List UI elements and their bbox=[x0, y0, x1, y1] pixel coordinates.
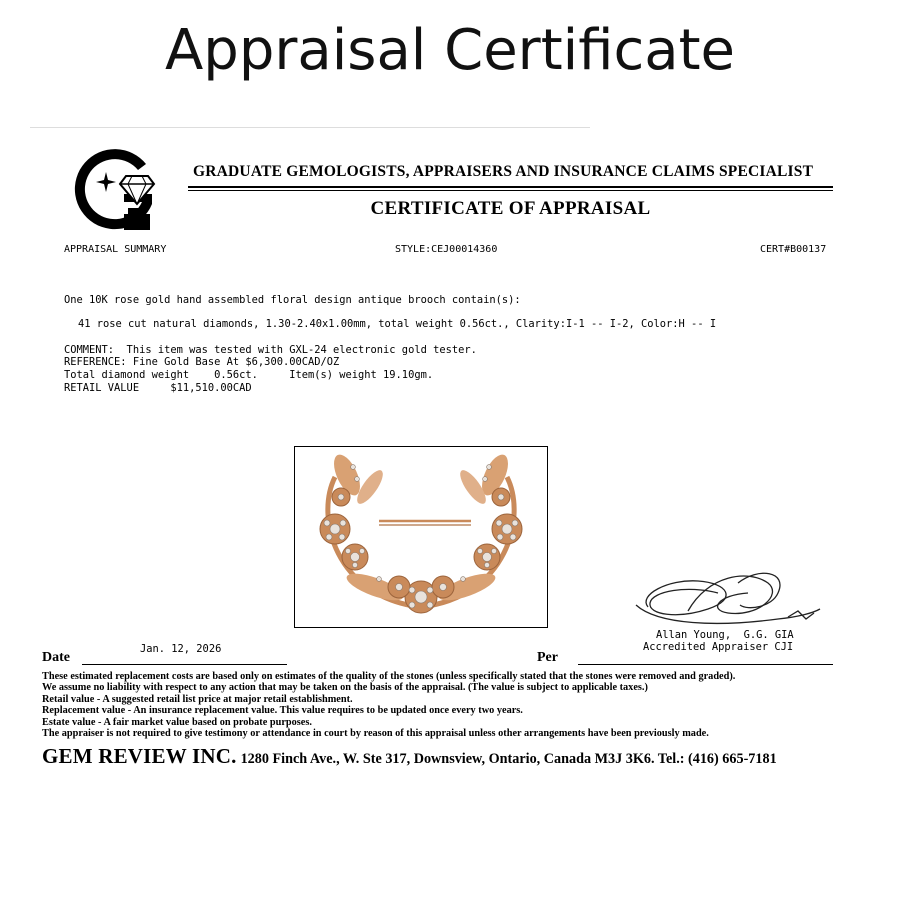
appraiser-name: Allan Young, G.G. GIA bbox=[656, 629, 794, 641]
brooch-illustration-icon bbox=[295, 447, 547, 627]
brooch-photo bbox=[294, 446, 548, 628]
page-title: Appraisal Certificate bbox=[164, 18, 736, 83]
company-name: GEM REVIEW INC. bbox=[42, 744, 237, 768]
date-value: Jan. 12, 2026 bbox=[140, 643, 222, 655]
appraiser-title: Accredited Appraiser CJI bbox=[643, 641, 794, 653]
cert-number: CERT#B00137 bbox=[760, 244, 827, 255]
disclaimer-line: Estate value - A fair market value based on probate purposes. bbox=[42, 716, 312, 728]
disclaimer-line: Replacement value - An insurance replacement value. This value requires to be updated once every two years. bbox=[42, 705, 523, 717]
disclaimer-block bbox=[42, 671, 862, 739]
disclaimer-line: The appraiser is not required to give testimony or attendance in court by reason of this appraisal unless other arrangements have been previously made. bbox=[42, 728, 709, 740]
disclaimer-line: We assume no liability with respect to any action that may be taken on the basis of the appraisal. (The value is subject to applicable taxes.) bbox=[42, 682, 648, 694]
signature-icon bbox=[628, 565, 823, 635]
comment-line: COMMENT: This item was tested with GXL-24 electronic gold tester. bbox=[64, 344, 477, 356]
reference-line: REFERENCE: Fine Gold Base At $6,300.00CAD/OZ bbox=[64, 356, 340, 368]
top-divider bbox=[30, 127, 590, 128]
per-underline bbox=[578, 664, 833, 665]
disclaimer-line: These estimated replacement costs are based only on estimates of the quality of the stones (unless specifically stated that the stones were removed and graded). bbox=[42, 671, 736, 682]
style-code: STYLE:CEJ00014360 bbox=[395, 244, 498, 255]
heading-rule bbox=[188, 186, 833, 188]
company-footer bbox=[42, 744, 777, 769]
heading-rule bbox=[188, 190, 833, 191]
summary-label: APPRAISAL SUMMARY bbox=[64, 244, 167, 255]
stones-detail: 41 rose cut natural diamonds, 1.30-2.40x1.00mm, total weight 0.56ct., Clarity:I-1 -- I-2, Color:H -- I bbox=[78, 318, 717, 330]
company-address: 1280 Finch Ave., W. Ste 317, Downsview, Ontario, Canada M3J 3K6. Tel.: (416) 665-7181 bbox=[240, 751, 777, 767]
retail-value: RETAIL VALUE $11,510.00CAD bbox=[64, 382, 252, 394]
per-label: Per bbox=[537, 650, 558, 665]
organization-name: GRADUATE GEMOLOGISTS, APPRAISERS AND INSURANCE CLAIMS SPECIALIST bbox=[193, 163, 814, 180]
certificate-heading: CERTIFICATE OF APPRAISAL bbox=[370, 198, 651, 219]
item-description: One 10K rose gold hand assembled floral design antique brooch contain(s): bbox=[64, 294, 521, 306]
date-label: Date bbox=[42, 650, 70, 665]
date-underline bbox=[82, 664, 287, 665]
weight-line: Total diamond weight 0.56ct. Item(s) weight 19.10gm. bbox=[64, 369, 434, 381]
disclaimer-line: Retail value - A suggested retail list price at major retail establishment. bbox=[42, 693, 353, 705]
gemologist-logo-icon bbox=[68, 142, 164, 238]
